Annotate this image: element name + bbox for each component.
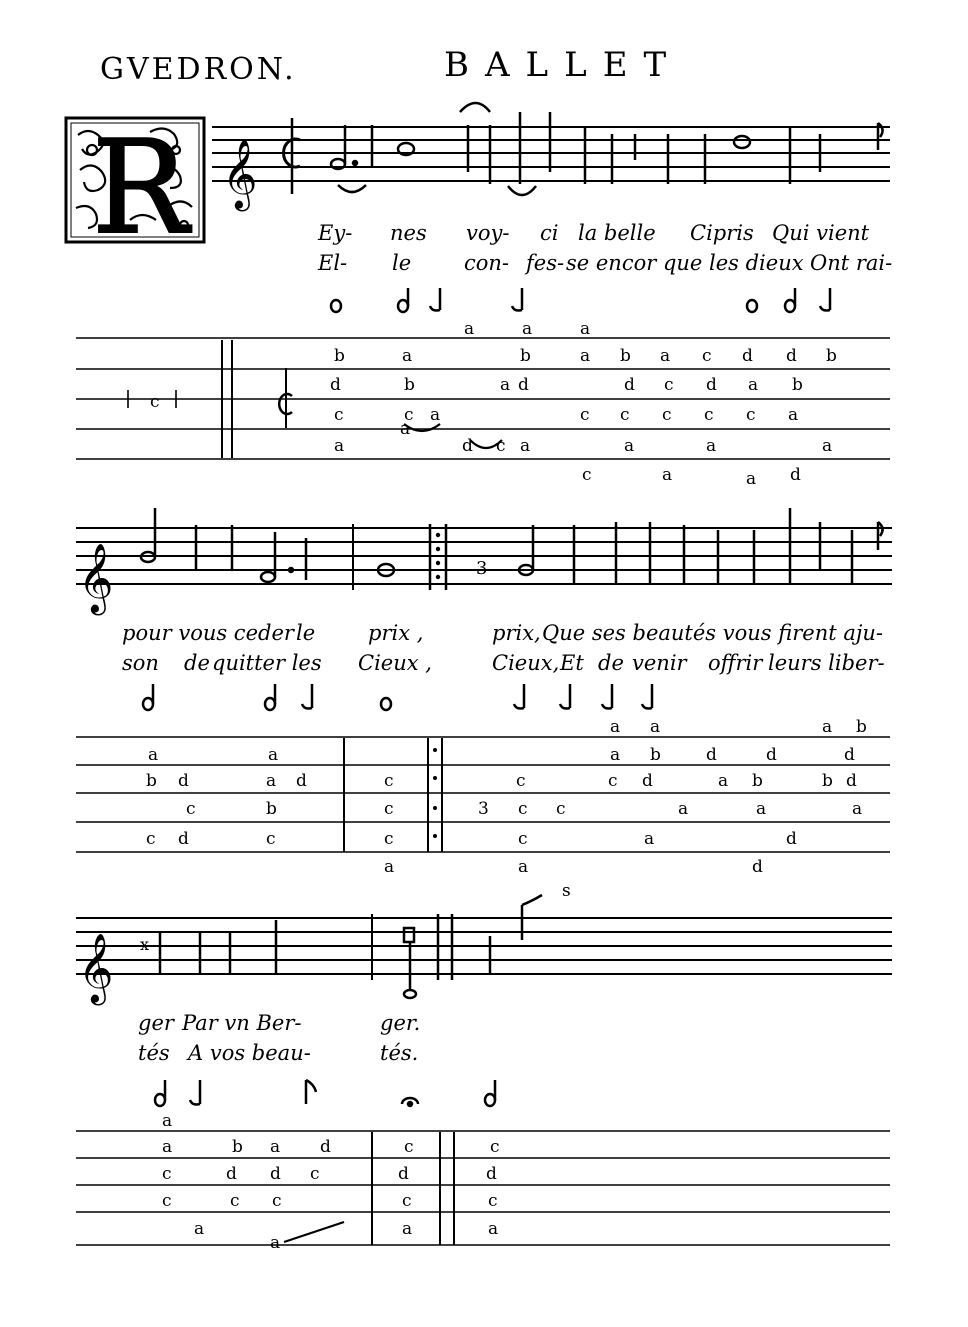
tab-letter: c <box>518 799 528 819</box>
lyric-word: con- <box>464 251 510 275</box>
tab-letter: c <box>146 829 156 849</box>
lyrics-1 <box>317 221 892 275</box>
tab-letter: d <box>766 745 777 765</box>
tab-letter: d <box>178 771 189 791</box>
tab-letter: d <box>846 771 857 791</box>
tab-letter: a <box>488 1219 499 1239</box>
initial-letter: R <box>92 114 189 263</box>
tab-letter: c <box>384 829 394 849</box>
tab-letter: b <box>146 771 157 791</box>
tab-letter: a <box>520 436 531 456</box>
tab-meter-1 <box>279 368 292 428</box>
tab-letter: d <box>642 771 653 791</box>
lyric-word: le <box>392 251 412 275</box>
lyric-word: El- <box>318 251 348 275</box>
tab-letter: c <box>556 799 566 819</box>
lyric-word: ci <box>540 221 559 245</box>
tab-letter: a <box>430 405 441 425</box>
tab-letter: s <box>562 881 571 901</box>
tab-letter: d <box>790 465 801 485</box>
decorated-initial <box>66 114 204 263</box>
tab-letter: a <box>162 1137 173 1157</box>
tab-letter: a <box>706 436 717 456</box>
tab-letter: c <box>496 436 506 456</box>
tab-letter: a <box>852 799 863 819</box>
lyrics-2 <box>122 621 885 675</box>
tab-letter: a <box>822 436 833 456</box>
tab-letter: c <box>186 799 196 819</box>
lyric-word: tés. <box>380 1041 419 1065</box>
lyric-word: Qui vient <box>772 221 870 245</box>
lyric-word: pour vous ceder <box>122 621 294 645</box>
svg-text:𝄞: 𝄞 <box>222 139 258 209</box>
lyric-word: tés <box>138 1041 170 1065</box>
tab-letter: d <box>786 346 797 366</box>
tab-letters-3 <box>162 1111 500 1253</box>
lyric-word: prix, <box>492 621 541 645</box>
tab-letter: a <box>464 319 475 339</box>
tab-letter: a <box>660 346 671 366</box>
tab-letter: a <box>270 1137 281 1157</box>
svg-text:x: x <box>140 935 150 954</box>
tab-letter: a <box>266 771 277 791</box>
lyric-word: se encor que les dieux <box>566 251 804 275</box>
tab-letter: c <box>384 771 394 791</box>
tab-letter: c <box>580 405 590 425</box>
lyric-word: leurs liber- <box>768 651 885 675</box>
tab-letter: a <box>580 319 591 339</box>
melody-notes-1 <box>331 112 883 184</box>
tab-letter: c <box>662 405 672 425</box>
tab-letter: a <box>384 857 395 877</box>
lyric-word: ger <box>138 1011 174 1035</box>
lyric-word: offrir <box>708 651 763 675</box>
tab-letter: a <box>194 1219 205 1239</box>
lyric-word: quitter les <box>212 651 322 675</box>
tab-letter: a <box>822 717 833 737</box>
tab-letter: a <box>788 405 799 425</box>
lyric-word: A vos beau- <box>188 1041 311 1065</box>
tab-letter: c <box>334 405 344 425</box>
tab-letter: a <box>610 745 621 765</box>
lyric-word: Que ses beautés vous firent aju- <box>542 621 883 645</box>
svg-text:𝄞: 𝄞 <box>78 543 114 613</box>
tab-letter: d <box>844 745 855 765</box>
tab-letter: b <box>792 375 803 395</box>
tab-letter: a <box>334 436 345 456</box>
tab-letter: c <box>404 405 414 425</box>
melody-notes-2 <box>141 508 883 584</box>
tab-letter: c <box>702 346 712 366</box>
tab-letter: c <box>620 405 630 425</box>
tab-letter: d <box>518 375 529 395</box>
lyric-word: de <box>184 651 210 675</box>
tab-letter: b <box>404 375 415 395</box>
tab-letter: a <box>522 319 533 339</box>
tab-time-signature: c <box>150 392 160 412</box>
tab-letter: a <box>644 829 655 849</box>
tab-letter: b <box>856 717 867 737</box>
tab-letter: a <box>402 346 413 366</box>
tab-letter: 3 <box>478 799 489 819</box>
tab-letter: d <box>330 375 341 395</box>
rhythm-signs-3 <box>155 1080 495 1106</box>
lyric-word: fes- <box>526 251 565 275</box>
time-signature-3: 3 <box>476 558 488 579</box>
tab-letter: d <box>752 857 763 877</box>
lyric-word: prix , <box>368 621 424 645</box>
tab-letter: c <box>746 405 756 425</box>
tab-letter: a <box>718 771 729 791</box>
tab-letter: b <box>334 346 345 366</box>
tab-letter: a <box>756 799 767 819</box>
tab-letter: d <box>320 1137 331 1157</box>
tab-letter: d <box>398 1164 409 1184</box>
tab-letter: b <box>826 346 837 366</box>
tab-letter: c <box>266 829 276 849</box>
lyric-word: nes <box>390 221 427 245</box>
tab-letter: d <box>742 346 753 366</box>
tab-letter: a <box>746 469 757 489</box>
tab-letter: c <box>488 1191 498 1211</box>
tab-letter: d <box>706 745 717 765</box>
piece-title: BALLET <box>444 45 683 85</box>
lyrics-3 <box>138 1011 420 1065</box>
lyric-word: Ont rai- <box>810 251 893 275</box>
tab-letter: c <box>490 1137 500 1157</box>
lyric-word: Cieux, <box>492 651 560 675</box>
tab-letter: c <box>582 465 592 485</box>
lyric-word: venir <box>632 651 687 675</box>
lyric-word: de <box>598 651 624 675</box>
tab-letter: c <box>518 829 528 849</box>
tab-letter: c <box>162 1164 172 1184</box>
tab-letter: c <box>384 799 394 819</box>
tab-letter: b <box>822 771 833 791</box>
tab-letter: a <box>650 717 661 737</box>
tab-letter: c <box>230 1191 240 1211</box>
treble-clef-3 <box>78 933 113 1005</box>
tab-letter: d <box>226 1164 237 1184</box>
tab-ties-1 <box>404 424 502 448</box>
tab-letter: a <box>148 745 159 765</box>
treble-clef-2 <box>78 543 113 615</box>
tab-letter: b <box>266 799 277 819</box>
tab-letter: d <box>786 829 797 849</box>
tab-letters-1 <box>330 319 837 489</box>
lyric-word: ger. <box>380 1011 421 1035</box>
tab-letter: a <box>500 375 511 395</box>
tab-letter: d <box>178 829 189 849</box>
tab-letter: c <box>704 405 714 425</box>
tab-letter: b <box>752 771 763 791</box>
composer-name: GVEDRON. <box>100 52 297 87</box>
lyric-word: Par vn Ber- <box>182 1011 302 1035</box>
tab-letter: a <box>748 375 759 395</box>
tab-letter: a <box>610 717 621 737</box>
tab-letters-2 <box>146 717 867 901</box>
tab-letter: a <box>400 419 411 439</box>
lyric-word: voy- <box>466 221 510 245</box>
tab-letter: a <box>624 436 635 456</box>
tablature-staff-1 <box>76 338 890 459</box>
tab-letter: d <box>486 1164 497 1184</box>
tab-letter: d <box>462 436 473 456</box>
rhythm-signs-1 <box>331 288 830 312</box>
lyric-word: le <box>296 621 316 645</box>
tab-letter: c <box>310 1164 320 1184</box>
melody-staff-3 <box>76 914 892 980</box>
melody-staff-2 <box>76 524 892 590</box>
lyric-word: Cieux , <box>358 651 432 675</box>
tab-letter: a <box>270 1233 281 1253</box>
tab-letter: b <box>620 346 631 366</box>
lyric-word: Cipris <box>690 221 754 245</box>
tab-letter: a <box>162 1111 173 1131</box>
lyric-word: Et <box>560 651 584 675</box>
meter-sign-1 <box>284 118 300 194</box>
tab-letter: a <box>402 1219 413 1239</box>
tab-letter: c <box>162 1191 172 1211</box>
tab-letter: a <box>662 465 673 485</box>
tab-letter: d <box>706 375 717 395</box>
tab-letter: b <box>650 745 661 765</box>
tab-letter: d <box>296 771 307 791</box>
treble-clef-1 <box>222 139 257 211</box>
tab-letter: b <box>232 1137 243 1157</box>
tab-letter: c <box>272 1191 282 1211</box>
tab-letter: a <box>518 857 529 877</box>
tab-letter: c <box>608 771 618 791</box>
tab-letter: b <box>520 346 531 366</box>
tab-letter: d <box>624 375 635 395</box>
lyric-word: son <box>122 651 159 675</box>
rhythm-signs-2 <box>143 684 652 710</box>
tab-letter: a <box>678 799 689 819</box>
tab-letter: d <box>270 1164 281 1184</box>
tab-letter: c <box>664 375 674 395</box>
tab-letter: a <box>580 346 591 366</box>
tab-letter: c <box>404 1137 414 1157</box>
tab-letter: c <box>516 771 526 791</box>
tab-letter: c <box>402 1191 412 1211</box>
tab-letter: a <box>268 745 279 765</box>
lyric-word: la belle <box>578 221 656 245</box>
lyric-word: Ey- <box>318 221 353 245</box>
svg-text:𝄞: 𝄞 <box>78 933 114 1003</box>
